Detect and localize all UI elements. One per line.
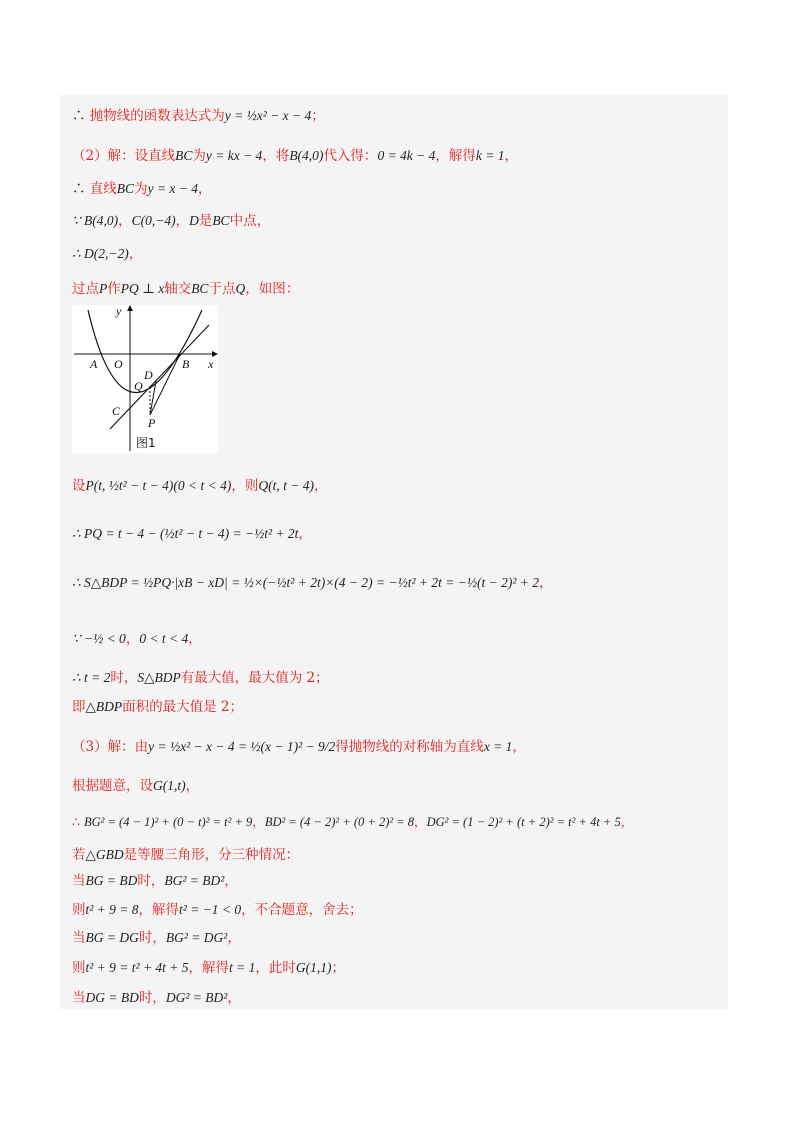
line-19: 当BG = DG时，BG² = DG²，: [72, 930, 241, 946]
line-7: 设P(t, ½t² − t − 4)(0 < t < 4)，则Q(t, t − 4)，: [72, 478, 328, 494]
line-21: 当DG = BD时，DG² = BD²，: [72, 990, 241, 1006]
line-2: （2）解：设直线BC为y = kx − 4，将B(4,0)代入得：0 = 4k − 4，解得k = 1，: [72, 148, 519, 164]
line-5: ∴ D(2,−2)，: [72, 246, 143, 262]
line-10: ∵ −½ < 0，0 < t < 4，: [72, 631, 202, 647]
label-a: A: [90, 357, 98, 371]
line-17: 当BG = BD时，BG² = BD²，: [72, 873, 238, 889]
line-3: ∴ 直线BC为y = x − 4，: [72, 181, 212, 197]
label-c: C: [112, 404, 121, 418]
line-18: 则t² + 9 = 8，解得t² = −1 < 0，不合题意，舍去；: [72, 902, 363, 918]
line-9: ∴ S△BDP = ½PQ·|xB − xD| = ½×(−½t² + 2t)×(4 − 2) = −½t² + 2t = −½(t − 2)² + 2，: [72, 575, 553, 591]
line-6: 过点P作PQ ⊥ x轴交BC于点Q，如图：: [72, 281, 300, 297]
line-16: 若△GBD是等腰三角形，分三种情况：: [72, 847, 300, 863]
line-12: 即△BDP面积的最大值是 2；: [72, 699, 244, 715]
label-y: y: [116, 305, 122, 318]
line-bc: [110, 325, 209, 429]
line-14: 根据题意，设G(1,t)，: [72, 778, 200, 794]
line-1: ∴ 抛物线的函数表达式为y = ½x² − x − 4；: [72, 108, 325, 124]
line-4: ∵ B(4,0)，C(0,−4)，D是BC中点，: [72, 213, 271, 229]
line-13: （3）解：由y = ½x² − x − 4 = ½(x − 1)² − 9/2得抛物线的对称轴为直线x = 1，: [72, 739, 526, 755]
figure-svg: [72, 305, 218, 453]
label-x: x: [208, 357, 214, 371]
parabola-figure: [72, 305, 218, 453]
line-8: ∴ PQ = t − 4 − (½t² − t − 4) = −½t² + 2t，: [72, 526, 312, 542]
line-15: ∴ BG² = (4 − 1)² + (0 − t)² = t² + 9，BD² = (4 − 2)² + (0 + 2)² = 8，DG² = (1 − 2)² + (t + 2)² = t² + 4t + 5，: [72, 814, 634, 829]
line-11: ∴ t = 2时，S△BDP有最大值，最大值为 2；: [72, 670, 329, 686]
line-20: 则t² + 9 = t² + 4t + 5，解得t = 1，此时G(1,1)；: [72, 960, 346, 976]
label-o: O: [114, 357, 123, 371]
label-b: B: [182, 357, 190, 371]
label-d: D: [144, 368, 153, 382]
y-axis-arrow: [127, 305, 133, 311]
label-p: P: [148, 416, 156, 430]
label-q: Q: [134, 379, 143, 393]
figure-caption: 图1: [136, 436, 156, 450]
